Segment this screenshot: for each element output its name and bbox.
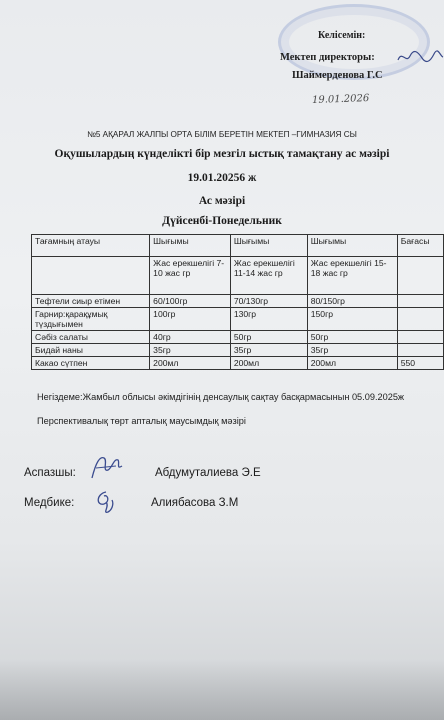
- cook-signature: [86, 452, 126, 482]
- table-row: [32, 344, 444, 357]
- dish-name: Тефтели сиыр етімен: [32, 295, 150, 308]
- age-group-2: Жас ерекшелігі 11-14 жас гр: [230, 257, 307, 295]
- yield-11-14: 200мл: [230, 357, 307, 370]
- age-empty-cell: [32, 257, 150, 295]
- yield-11-14: 50гр: [230, 331, 307, 344]
- menu-day: Дүйсенбі-Понедельник: [162, 215, 282, 227]
- header-yield-2: Шығымы: [230, 235, 307, 257]
- table-age-row: [32, 257, 444, 295]
- approval-line-2: Мектеп директоры:: [280, 52, 375, 63]
- header-dish: Тағамның атауы: [32, 235, 150, 257]
- signature-name-nurse: Алиябасова З.М: [151, 497, 239, 509]
- yield-7-10: 35гр: [150, 344, 231, 357]
- yield-7-10: 60/100гр: [150, 295, 231, 308]
- age-empty-price: [397, 257, 443, 295]
- yield-11-14: 130гр: [230, 308, 307, 331]
- director-signature: [396, 48, 444, 66]
- price: [397, 295, 443, 308]
- yield-15-18: 150гр: [307, 308, 397, 331]
- age-group-1: Жас ерекшелігі 7-10 жас гр: [150, 257, 231, 295]
- nurse-signature: [92, 488, 118, 516]
- dish-name: Бидай наны: [32, 344, 150, 357]
- footer-basis: Негіздеме:Жамбыл облысы әкімдігінің денсаулық сақтау басқармасынын 05.09.2025ж: [37, 392, 405, 402]
- school-name: №5 АҚАРАЛ ЖАЛПЫ ОРТА БІЛІМ БЕРЕТІН МЕКТЕП –ГИМНАЗИЯ СЫ: [87, 130, 357, 139]
- round-stamp: [278, 4, 430, 80]
- price: [397, 331, 443, 344]
- header-price: Бағасы: [397, 235, 443, 257]
- table-row: [32, 357, 444, 370]
- yield-11-14: 70/130гр: [230, 295, 307, 308]
- menu-subtitle: Ас мәзірі: [198, 195, 246, 207]
- price: [397, 308, 443, 331]
- table-row: [32, 308, 444, 331]
- yield-7-10: 200мл: [150, 357, 231, 370]
- yield-7-10: 40гр: [150, 331, 231, 344]
- signature-role-cook: Аспазшы:: [24, 467, 76, 479]
- paper-shadow: [0, 660, 444, 720]
- yield-11-14: 35гр: [230, 344, 307, 357]
- yield-15-18: 50гр: [307, 331, 397, 344]
- handwritten-date: 19.01.2026: [311, 93, 370, 106]
- signature-role-nurse: Медбике:: [24, 497, 75, 509]
- table-row: [32, 295, 444, 308]
- dish-name: Сәбіз салаты: [32, 331, 150, 344]
- approval-line-3: Шаймерденова Г.С: [292, 70, 383, 81]
- yield-15-18: 35гр: [307, 344, 397, 357]
- dish-name: Гарнир:қарақұмық түздығымен: [32, 308, 150, 331]
- age-group-3: Жас ерекшелігі 15-18 жас гр: [307, 257, 397, 295]
- menu-table: [31, 234, 444, 370]
- yield-7-10: 100гр: [150, 308, 231, 331]
- price: 550: [397, 357, 443, 370]
- yield-15-18: 80/150гр: [307, 295, 397, 308]
- menu-date: 19.01.20256 ж: [187, 172, 257, 184]
- approval-line-1: Келісемін:: [318, 30, 366, 41]
- table-row: [32, 331, 444, 344]
- footer-note: Перспективалық төрт апталық маусымдық мәзірі: [37, 416, 246, 426]
- price: [397, 344, 443, 357]
- header-yield-1: Шығымы: [150, 235, 231, 257]
- table-header-row: [32, 235, 444, 257]
- header-yield-3: Шығымы: [307, 235, 397, 257]
- signature-name-cook: Абдумуталиева Э.Е: [155, 467, 261, 479]
- dish-name: Какао сүтпен: [32, 357, 150, 370]
- yield-15-18: 200мл: [307, 357, 397, 370]
- menu-title: Оқушылардың күнделікті бір мезгіл ыстық тамақтану ас мәзірі: [54, 148, 390, 160]
